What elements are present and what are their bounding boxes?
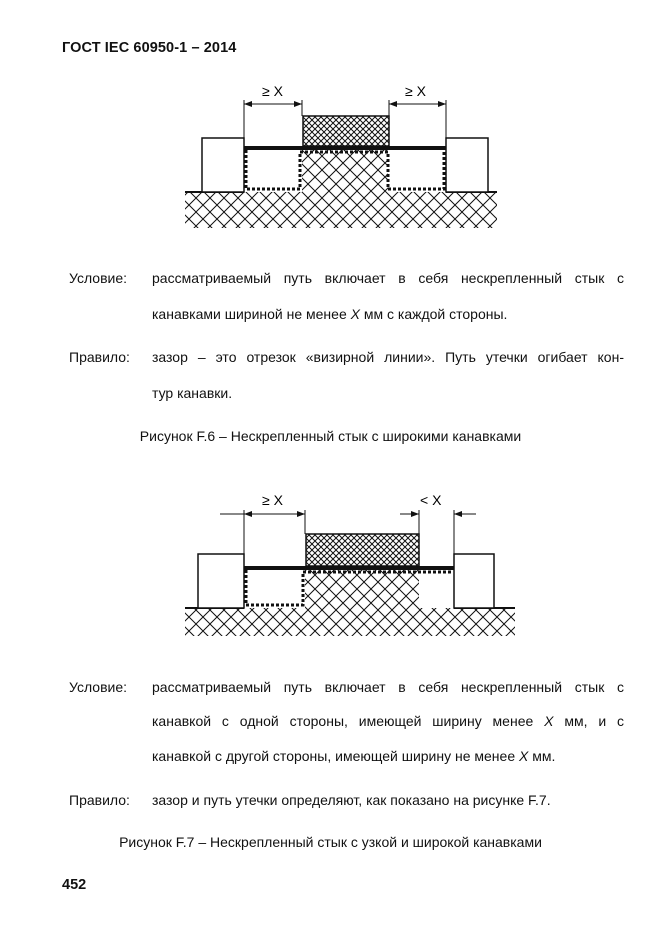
rule-term: Правило: (69, 349, 130, 365)
document-header: ГОСТ IEC 60950-1 – 2014 (62, 40, 237, 56)
text-span: мм, и с (553, 713, 624, 729)
figure-f7-diagram (0, 484, 661, 644)
condition-term: Условие: (69, 679, 128, 695)
left-block (202, 138, 244, 192)
dim-right-label: < X (420, 492, 442, 508)
central-part (302, 150, 388, 192)
condition-line: рассматриваемый путь включает в себя нескрепленный стык с (152, 679, 624, 695)
figure-caption: Рисунок F.6 – Нескрепленный стык с широкими канавками (139, 428, 522, 444)
rule-line: зазор – это отрезок «визирной линии». Путь утечки огибает кон- (152, 349, 624, 365)
right-block (454, 554, 494, 608)
rule-line: зазор и путь утечки определяют, как показано на рисунке F.7. (152, 792, 551, 808)
base-ground (185, 192, 497, 228)
var-x: X (350, 306, 360, 322)
rule-line: тур канавки. (152, 385, 233, 401)
dim-right-label: ≥ X (405, 83, 426, 99)
condition-term: Условие: (69, 270, 128, 286)
var-x: X (519, 748, 529, 764)
figure-f6-diagram (0, 72, 661, 232)
text-span: мм с каждой стороны. (359, 306, 508, 322)
text-span: канавкой с одной стороны, имеющей ширину менее (152, 713, 545, 729)
dim-left-label: ≥ X (262, 492, 283, 508)
figure-f6-svg (0, 72, 661, 232)
var-x: X (544, 713, 554, 729)
right-block (446, 138, 488, 192)
text-span: канавками шириной не менее (152, 306, 351, 322)
text-span: канавкой с другой стороны, имеющей ширину не менее (152, 748, 520, 764)
text-span: мм. (528, 748, 556, 764)
figure-f7-svg (0, 484, 661, 644)
page-number: 452 (62, 877, 87, 893)
left-block (198, 554, 244, 608)
central-part (305, 570, 419, 608)
base-ground (185, 608, 515, 636)
top-insulator (303, 116, 389, 146)
rule-term: Правило: (69, 792, 130, 808)
dim-left-label: ≥ X (262, 83, 283, 99)
condition-line (152, 306, 624, 322)
condition-line: рассматриваемый путь включает в себя нескрепленный стык с (152, 270, 624, 286)
condition-line (152, 748, 624, 764)
top-insulator (306, 534, 419, 566)
condition-line (152, 713, 624, 729)
figure-caption: Рисунок F.7 – Нескрепленный стык с узкой и широкой канавками (119, 834, 542, 850)
